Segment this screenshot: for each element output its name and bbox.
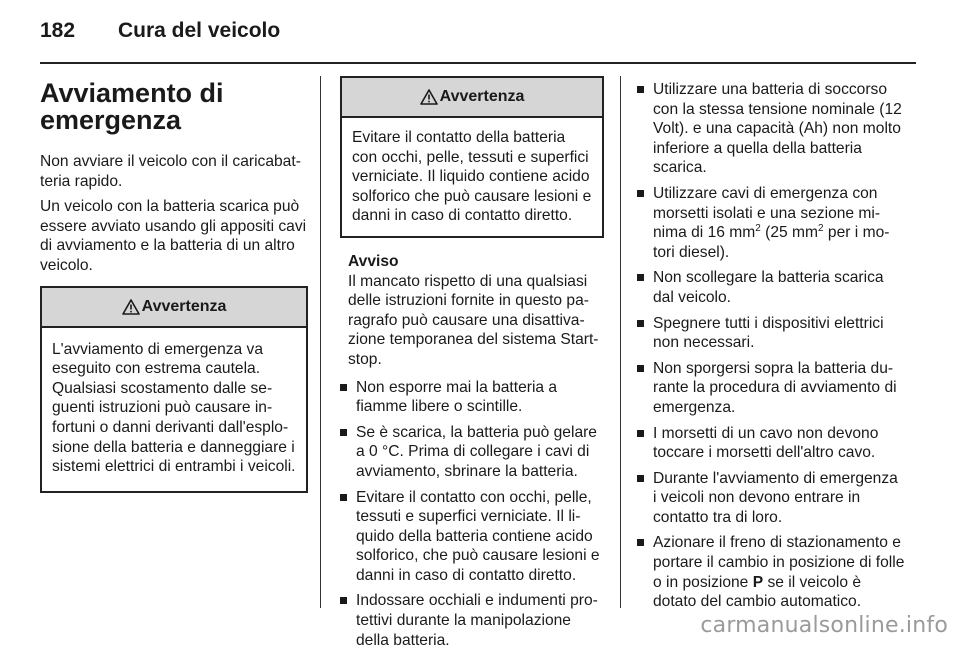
column-divider: [620, 76, 621, 608]
watermark-link[interactable]: carmanualsonline.info: [700, 613, 948, 638]
chapter-title: Cura del veicolo: [118, 19, 281, 42]
square-bullet-icon: [340, 597, 347, 604]
list-item: Utilizzare una batteria di soccorso con la stessa tensione nominale (12 Volt). e una capacità (Ah) non molto inferiore a quella della batteria scarica.: [637, 80, 905, 178]
column-1: [40, 80, 308, 503]
header-rule: [40, 62, 916, 64]
list-item: Azionare il freno di stazionamento e portare il cambio in posizione di folle o in posizione P se il veicolo è dotato del cambio automatico.: [637, 533, 905, 611]
square-bullet-icon: [637, 475, 644, 482]
warning-header: [342, 78, 602, 118]
warning-triangle-icon: [420, 89, 438, 105]
column-2: [340, 76, 604, 656]
list-item: Durante l'avviamento di emergenza i veicoli non devono entrare in contatto tra di loro.: [637, 469, 905, 528]
list-item: Non scollegare la batteria scarica dal veicolo.: [637, 268, 905, 307]
paragraph: Un veicolo con la batteria scarica può essere avviato usando gli appositi cavi di avviamento e la batteria di un altro veicolo.: [40, 198, 307, 274]
warning-triangle-icon: [122, 299, 140, 315]
column-divider: [320, 76, 321, 608]
bullet-list: [340, 378, 604, 651]
list-item: Non sporgersi sopra la batteria durante la procedura di avviamento di emergenza.: [637, 359, 905, 418]
page-header: [40, 14, 280, 48]
warning-box: [340, 76, 604, 238]
warning-box: [40, 286, 308, 493]
square-bullet-icon: [340, 429, 347, 436]
paragraph: Non avviare il veicolo con il caricabatteria rapido.: [40, 153, 301, 190]
square-bullet-icon: [637, 539, 644, 546]
list-item: Indossare occhiali e indumenti protettivi durante la manipolazione della batteria.: [340, 591, 604, 650]
list-item: Non esporre mai la batteria a fiamme libere o scintille.: [340, 378, 604, 417]
note-text: Il mancato rispetto di una qualsiasi delle istruzioni fornite in questo paragrafo può causare una disattivazione temporanea del sistema Start-stop.: [348, 272, 599, 368]
note-block: [340, 252, 604, 370]
list-item: Utilizzare cavi di emergenza con morsetti isolati e una sezione minima di 16 $mm^2$ (25 $mm^2$ per i motori diesel).: [637, 184, 905, 262]
warning-label: Avvertenza: [141, 297, 227, 315]
square-bullet-icon: [340, 494, 347, 501]
page-number: 182: [40, 19, 76, 42]
square-bullet-icon: [340, 384, 347, 391]
list-item: Evitare il contatto con occhi, pelle, tessuti e superfici verniciate. Il liquido della batteria contiene acido solforico, che può causare lesioni e danni in caso di contatto diretto.: [340, 488, 604, 586]
column-3: [637, 80, 905, 618]
note-title: Avviso: [348, 252, 399, 270]
list-item: Spegnere tutti i dispositivi elettrici non necessari.: [637, 314, 905, 353]
square-bullet-icon: [637, 274, 644, 281]
warning-text: Evitare il contatto della batteria con occhi, pelle, tessuti e superfici verniciate. Il liquido contiene acido solforico che può causare lesioni e danni in caso di contatto diretto.: [352, 129, 592, 225]
warning-header: [42, 288, 306, 328]
square-bullet-icon: [637, 430, 644, 437]
square-bullet-icon: [637, 86, 644, 93]
warning-text: L'avviamento di emergenza va eseguito con estrema cautela. Qualsiasi scostamento dalle seguenti istruzioni può causare infortuni o danni derivanti dall'esplosione della batteria e danneggiare i sistemi elettrici di entrambi i veicoli.: [52, 340, 296, 476]
square-bullet-icon: [637, 190, 644, 197]
warning-label: Avvertenza: [439, 88, 525, 106]
list-item: Se è scarica, la batteria può gelare a 0 °C. Prima di collegare i cavi di avviamento, sbrinare la batteria.: [340, 423, 604, 482]
square-bullet-icon: [637, 320, 644, 327]
list-item: I morsetti di un cavo non devono toccare i morsetti dell'altro cavo.: [637, 424, 905, 463]
section-title: Avviamento di emergenza: [40, 78, 224, 135]
square-bullet-icon: [637, 365, 644, 372]
bullet-list: [637, 80, 905, 612]
